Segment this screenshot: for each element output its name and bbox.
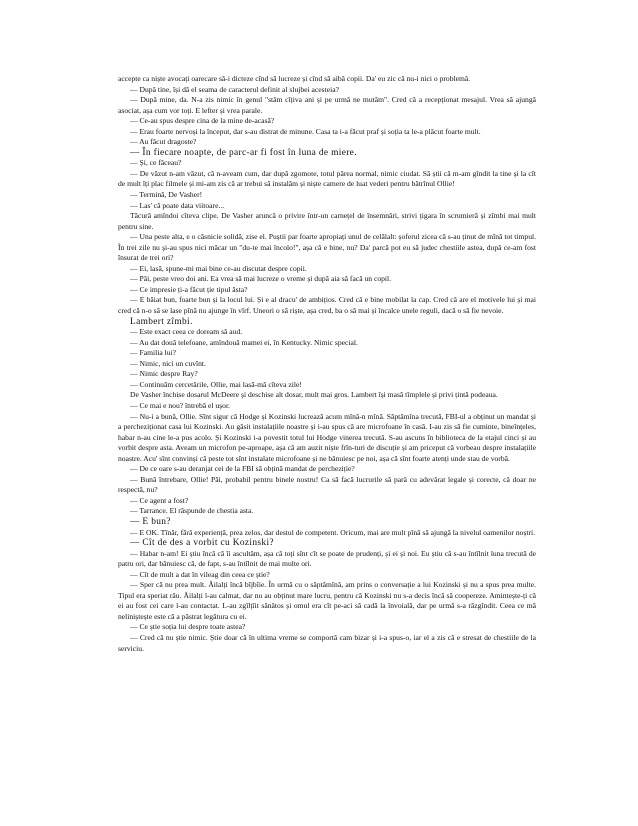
- paragraph: — Este exact ceea ce doream să aud.: [130, 327, 243, 337]
- paragraph: — Bună întrebare, Ollie! Păi, probabil pentru binele nostru! Ca să facă lucrurile să pară cu adevărat legale și corecte, că doar ne respectă, nu?: [118, 474, 536, 495]
- paragraph: — Una peste alta, e o căsnicie solidă, zise el. Puștii par foarte apropiați unul de celălalt: șoferul zicea că s-au ținut de mînă tot timpul. În trei zile nu și-au spus nici măcar un "du-te mai încolo!", așa că e bine, nu? Da' parcă pot eu să judec chestiile astea, după ce-am fost însurat de trei ori?: [118, 232, 536, 263]
- paragraph: Tăcură amîndoi cîteva clipe. De Vasher aruncă o privire într-un carnețel de însemnări, strivi țigara în scrumieră și zîmbi mai mult pentru sine.: [118, 211, 536, 231]
- paragraph: — Păi, peste vreo doi ani. Ea vrea să mai lucreze o vreme și după aia să facă un copil.: [130, 274, 392, 284]
- paragraph: De Vasher închise dosarul McDeere și deschise alt dosar, mult mai gros. Lambert își masă tîmplele și privi țintă podeaua.: [130, 390, 498, 400]
- paragraph: — Familia lui?: [130, 348, 176, 358]
- paragraph: — Ce agent a fost?: [130, 495, 189, 505]
- paragraph: — Și, ce făceau?: [130, 158, 182, 168]
- paragraph: — După mine, da. N-a zis nimic în genul "stăm cîțiva ani și pe urmă ne mutăm". Cred că a recepționat mesajul. Vrea să ajungă asociat, așa cum vor toți. E lefter și vrea parale.: [118, 95, 536, 115]
- paragraph: — De văzut n-am văzut, că n-aveam cum, dar după zgomote, totul părea normal, nimic ciudat. Să știi că m-am gîndit la tine și la cît de mult îți plac filmele și mi-am zis că ar trebui să instalăm și niște camere de luat vederi pentru bătrînul Ollie!: [118, 168, 536, 189]
- paragraph: — Au dat două telefoane, amîndouă mamei ei, în Kentucky. Nimic special.: [130, 337, 358, 347]
- paragraph: — Nimic, nici un cuvînt.: [130, 358, 206, 368]
- paragraph: — Ei, lasă, spune-mi mai bine ce-au discutat despre copii.: [130, 263, 307, 273]
- paragraph: — Tarrance. El răspunde de chestia asta.: [130, 506, 254, 516]
- paragraph: — În fiecare noapte, de parc-ar fi fost în luna de miere.: [130, 147, 357, 158]
- paragraph: — Nimic despre Ray?: [130, 369, 198, 379]
- paragraph: — Au făcut dragoste?: [130, 137, 197, 147]
- paragraph: — Cît de mult a dat în vileag din ceea ce știe?: [130, 569, 270, 579]
- paragraph: — Cred că nu știe nimic. Știe doar că în ultima vreme se comportă cam bizar și i-a spus-o, iar el a zis că e stresat de chestiile de la serviciu.: [118, 632, 536, 653]
- paragraph: — Ce-au spus despre cina de la mine de-acasă?: [130, 116, 275, 126]
- paragraph: accepte ca niște avocați oarecare să-i dicteze cînd să lucreze și cînd să aibă copii. Da' eu zic că nu-i nici o problemă.: [118, 74, 471, 83]
- paragraph: — De ce oare s-au deranjat cei de la FBI să obțină mandat de percheziție?: [130, 464, 355, 474]
- paragraph: — Erau foarte nervoși la început, dar s-au distrat de minune. Casa ta i-a făcut praf și soția ta le-a plăcut foarte mult.: [130, 126, 481, 136]
- paragraph: — Sper că nu prea mult. Ăilalți încă bîjbîie. În urmă cu o săptămînă, am prins o conversație a lui Kozinski și nu a spus prea multe. Tipul era speriat rău. Ăilalți l-au calmat, dar nu au obținut mare lucru, pentru că Kozinski nu s-a decis încă să coopereze. Amintește-ți că ei au fost cei care l-au contactat. L-au zgîlțîit sănătos și omul era cît pe-aci să cadă la învoială, dar pe urmă s-a răzgîndit. Ceea ce mă neliniștește este că a păstrat legătura cu ei.: [118, 580, 536, 621]
- paragraph: — Cît de des a vorbit cu Kozinski?: [130, 538, 274, 549]
- paragraph: — Ce știe soția lui despre toate astea?: [130, 622, 246, 632]
- paragraph: — E băiat bun, foarte bun și la locul lui. Și e al dracu' de ambițios. Cred că e bine mobilat la cap. Cred că are el motivele lui și mai cred că n-o să se lase pînă nu ajunge în vîrf. Uneori o să riște, așa cred, ba o să mai și încalce unele reguli, dacă o să fie nevoie.: [118, 295, 536, 316]
- book-page-text: [118, 74, 536, 654]
- paragraph: — E bun?: [130, 516, 171, 527]
- paragraph: — Termină, De Vasher!: [130, 190, 203, 200]
- paragraph: Lambert zîmbi.: [130, 316, 193, 327]
- paragraph: — Nu-i a bună, Ollie. Sînt sigur că Hodge și Kozinski lucrează acum mînă-n mînă. Săptămîna trecută, FBI-ul a obținut un mandat și a percheziționat casa lui Kozinski. Au găsit instalațiile noastre și i-au spus că are microfoane în casă. I-au zis să fie cuminte, bineînțeles, habar n-au cine le-a pus acolo. Și Kozinski i-a povestit totul lui Hodge vinerea trecută. S-au ascuns în biblioteca de la etajul cinci și au vorbit despre asta. Aveam un microfon pe-aproape, așa că am auzit niște frîn-turi de discuție și am priceput că vorbeau despre instalațiile noastre. Acu' sînt convinși că peste tot sînt instalate microfoane și ne bănuiesc pe noi, așa că sînt foarte atenți unde stau de vorbă.: [118, 411, 536, 463]
- paragraph: — După tine, își dă el seama de caracterul definit al slujbei acesteia?: [130, 84, 339, 94]
- paragraph: — Ce mai e nou? întrebă el ușor.: [130, 400, 230, 410]
- paragraph: — Habar n-am! Ei știu încă că îi ascultăm, așa că toți sînt cît se poate de prudenți, și ei și noi. Eu știu că s-au întîlnit luna trecută de patru ori, dar bănuiesc că, de fapt, s-au întîlnit de mai multe ori.: [118, 548, 536, 569]
- paragraph: — Ce impresie ți-a făcut ție tipul ăsta?: [130, 284, 248, 294]
- paragraph: — E OK. Tînăr, fără experiență, prea zelos, dar destul de competent. Oricum, mai are mult pînă să ajungă la nivelul oamenilor noștri.: [130, 527, 536, 537]
- paragraph: — Las' că poate data viitoare...: [130, 200, 225, 210]
- paragraph: — Continuăm cercetările, Ollie, mai lasă-mă cîteva zile!: [130, 379, 302, 389]
